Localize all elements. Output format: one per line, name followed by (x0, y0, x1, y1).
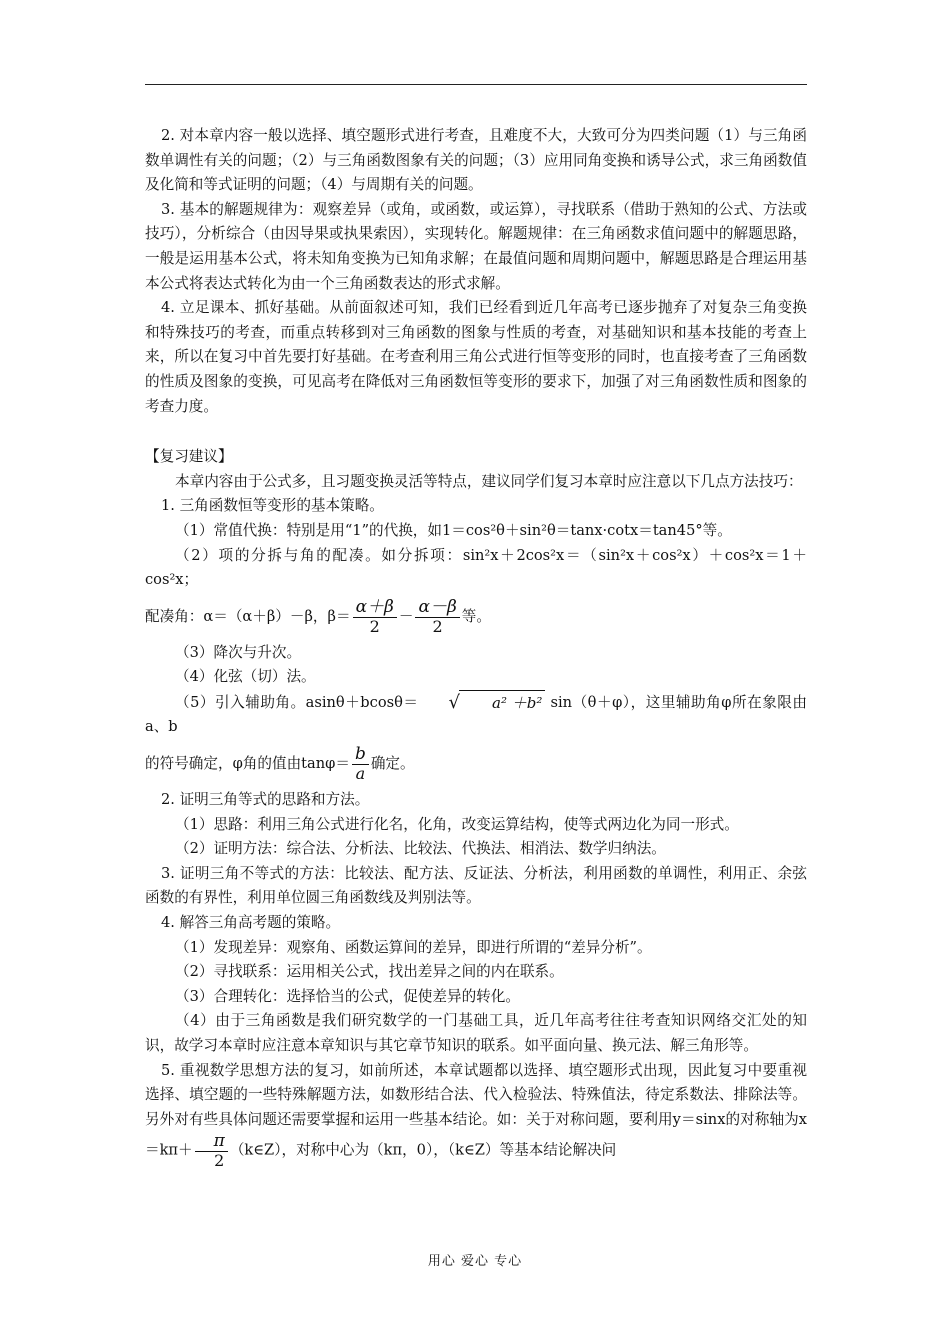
strategy-1-5a: （5）引入辅助角。asinθ＋bcosθ＝ √ a² ＋b² sin（θ＋φ），这里辅助角φ所在象限由a、b (145, 691, 808, 736)
strategy-3: 3. 证明三角不等式的方法：比较法、配方法、反证法、分析法，利用函数的单调性，利用正、余弦函数的有界性，利用单位圆三角函数线及判别法等。 (145, 864, 807, 907)
strategy-1-4: （4）化弦（切）法。 (175, 668, 316, 686)
fraction-alpha-plus-beta: $\frac{\alpha+\beta}{2}$ (353, 598, 397, 635)
strategy-5: 5. 重视数学思想方法的复习，如前所述，本章试题都以选择、填空题形式出现，因此复习中要重视选择、填空题的一些特殊解题方法，如数形结合法、代入检验法、特殊值法，待定系数法、排除法等。另外对有些具体问题还需要掌握和运用一些基本结论。如：关于对称问题，要利用y＝sinx的对称轴为x＝kπ＋ $\frac{\pi}{2}$ （k∈Z），对称中心为（kπ，0），（k∈Z）等基本结论解决问 (145, 1061, 807, 1171)
page-footer: 用心 爱心 专心 (427, 1254, 523, 1269)
fraction-b-over-a: $\frac{b}{a}$ (352, 745, 369, 782)
section-heading: 【复习建议】 (145, 448, 233, 466)
document-body (145, 124, 807, 1170)
strategy-4-1: （1）发现差异：观察角、函数运算间的差异，即进行所谓的“差异分析”。 (175, 938, 652, 956)
header-rule (145, 84, 807, 85)
paragraph-3: 3. 基本的解题规律为：观察差异（或角，或函数，或运算），寻找联系（借助于熟知的公式、方法或技巧），分析综合（由因导果或执果索因），实现转化。解题规律：在三角函数求值问题中的解题思路，一般是运用基本公式，将未知角变换为已知角求解；在最值问题和周期问题中，解题思路是合理运用基本公式将表达式转化为由一个三角函数表达的形式求解。 (145, 200, 807, 292)
strategy-4-2: （2）寻找联系：运用相关公式，找出差异之间的内在联系。 (175, 963, 564, 981)
strategy-1-1: （1）常值代换：特别是用“1”的代换，如1＝cos²θ＋sin²θ＝tanx·cotx＝tan45°等。 (175, 521, 732, 539)
strategy-4-title: 4. 解答三角高考题的策略。 (161, 914, 341, 932)
fraction-pi-over-2: $\frac{\pi}{2}$ (195, 1132, 228, 1169)
sqrt-expression: √ a² ＋b² (419, 690, 546, 716)
text: 配凑角：α＝（α＋β）－β，β＝ (145, 607, 351, 625)
paragraph-4: 4. 立足课本、抓好基础。从前面叙述可知，我们已经看到近几年高考已逐步抛弃了对复杂三角变换和特殊技巧的考查，而重点转移到对三角函数的图象与性质的考查，对基础知识和基本技能的考查上来，所以在复习中首先要打好基础。在考查利用三角公式进行恒等变形的同时，也直接考查了三角函数的性质及图象的变换，可见高考在降低对三角函数恒等变形的要求下，加强了对三角函数性质和图象的考查力度。 (145, 299, 807, 415)
strategy-4-3: （3）合理转化：选择恰当的公式，促使差异的转化。 (175, 987, 520, 1005)
strategy-2-2: （2）证明方法：综合法、分析法、比较法、代换法、相消法、数学归纳法。 (175, 840, 666, 858)
strategy-1-3: （3）降次与升次。 (175, 643, 302, 661)
strategy-4-4: （4）由于三角函数是我们研究数学的一门基础工具，近几年高考往往考查知识网络交汇处的知识，故学习本章时应注意本章知识与其它章节知识的联系。如平面向量、换元法、解三角形等。 (145, 1012, 807, 1054)
strategy-1-5b: 的符号确定，φ角的值由tanφ＝ $\frac{b}{a}$ 确定。 (145, 744, 415, 784)
strategy-2-title: 2. 证明三角等式的思路和方法。 (161, 791, 370, 809)
strategy-1-2a: （2）项的分拆与角的配凑。如分拆项：sin²x＋2cos²x＝（sin²x＋cos²x）＋cos²x＝1＋cos²x； (145, 546, 807, 589)
strategy-2-1: （1）思路：利用三角公式进行化名，化角，改变运算结构，使等式两边化为同一形式。 (175, 815, 739, 833)
strategy-1-2b: 配凑角：α＝（α＋β）－β，β＝ $\frac{\alpha+\beta}{2}$ － $\frac{\alpha-\beta}{2}$ 等。 (145, 597, 491, 636)
section-intro: 本章内容由于公式多，且习题变换灵活等特点，建议同学们复习本章时应注意以下几点方法技巧： (175, 472, 803, 490)
paragraph-2: 2. 对本章内容一般以选择、填空题形式进行考查，且难度不大，大致可分为四类问题（1）与三角函数单调性有关的问题；（2）与三角函数图象有关的问题；（3）应用同角变换和诱导公式，求三角函数值及化简和等式证明的问题；（4）与周期有关的问题。 (145, 127, 807, 194)
fraction-alpha-minus-beta: $\frac{\alpha-\beta}{2}$ (415, 598, 459, 635)
strategy-1-title: 1. 三角函数恒等变形的基本策略。 (161, 497, 384, 515)
